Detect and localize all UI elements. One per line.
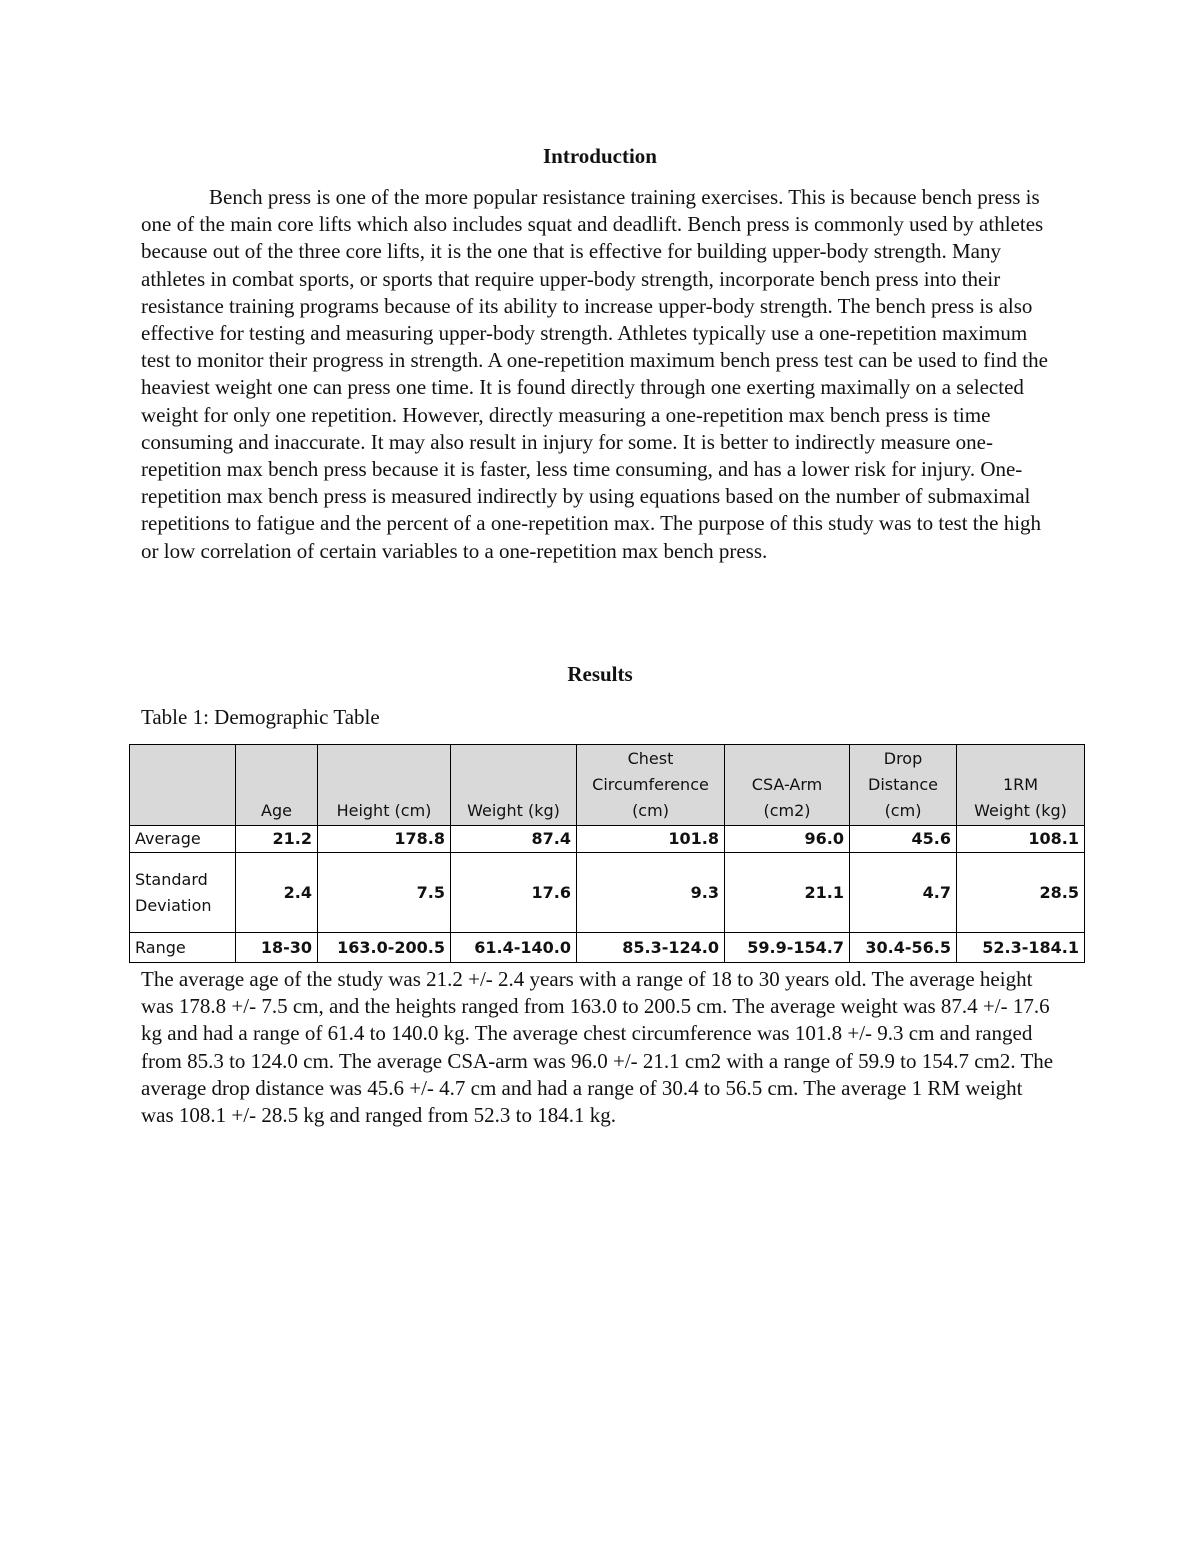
header-1rm-line-1: 1RM bbox=[1002, 775, 1039, 794]
table-caption: Table 1: Demographic Table bbox=[141, 705, 380, 729]
table-cell: 87.4 bbox=[451, 826, 577, 853]
header-chest-line-3: (cm) bbox=[632, 801, 669, 820]
header-height-line: Height (cm) bbox=[336, 801, 432, 820]
table-cell: 21.1 bbox=[725, 853, 850, 933]
results-heading: Results bbox=[567, 662, 633, 686]
header-age-line: Age bbox=[261, 801, 292, 820]
table-cell: 18-30 bbox=[236, 933, 318, 963]
header-1rm-line-2: Weight (kg) bbox=[974, 801, 1067, 820]
header-drop-line-2: Distance bbox=[868, 775, 938, 794]
table-cell: 28.5 bbox=[957, 853, 1085, 933]
demographic-table-container bbox=[129, 744, 1084, 963]
table-row-average bbox=[130, 826, 1085, 853]
header-1rm-weight bbox=[957, 745, 1085, 826]
introduction-heading: Introduction bbox=[543, 144, 657, 168]
table-cell: 178.8 bbox=[318, 826, 451, 853]
table-cell: 101.8 bbox=[577, 826, 725, 853]
table-cell: 52.3-184.1 bbox=[957, 933, 1085, 963]
table-cell: 17.6 bbox=[451, 853, 577, 933]
header-drop-line-3: (cm) bbox=[884, 801, 922, 820]
row-label: Range bbox=[130, 933, 236, 963]
table-cell: 4.7 bbox=[850, 853, 957, 933]
table-cell: 163.0-200.5 bbox=[318, 933, 451, 963]
table-cell: 96.0 bbox=[725, 826, 850, 853]
table-cell: 85.3-124.0 bbox=[577, 933, 725, 963]
table-cell: 2.4 bbox=[236, 853, 318, 933]
header-chest-line-2: Circumference bbox=[592, 775, 709, 794]
row-label: Standard Deviation bbox=[130, 853, 236, 933]
header-age bbox=[236, 745, 318, 826]
table-cell: 9.3 bbox=[577, 853, 725, 933]
header-weight bbox=[451, 745, 577, 826]
header-height bbox=[318, 745, 451, 826]
introduction-paragraph: Bench press is one of the more popular resistance training exercises. This is because bench press is one of the main core lifts which also includes squat and deadlift. Bench press is commonly used by athletes because out of the three core lifts, it is the one that is effective for building upper-body strength. Many athletes in combat sports, or sports that require upper-body strength, incorporate bench press into their resistance training programs because of its ability to increase upper-body strength. The bench press is also effective for testing and measuring upper-body strength. Athletes typically use a one-repetition maximum test to monitor their progress in strength. A one-repetition maximum bench press test can be used to find the heaviest weight one can press one time. It is found directly through one exerting maximally on a selected weight for only one repetition. However, directly measuring a one-repetition max bench press is time consuming and inaccurate. It may also result in injury for some. It is better to indirectly measure one-repetition max bench press because it is faster, less time consuming, and has a lower risk for injury. One-repetition max bench press is measured indirectly by using equations based on the number of submaximal repetitions to fatigue and the percent of a one-repetition max. The purpose of this study was to test the high or low correlation of certain variables to a one-repetition max bench press. bbox=[141, 185, 1048, 563]
table-cell: 59.9-154.7 bbox=[725, 933, 850, 963]
header-blank-cell bbox=[130, 745, 236, 826]
table-cell: 108.1 bbox=[957, 826, 1085, 853]
header-chest-circumference bbox=[577, 745, 725, 826]
table-cell: 21.2 bbox=[236, 826, 318, 853]
demographic-table bbox=[129, 744, 1085, 963]
table-cell: 7.5 bbox=[318, 853, 451, 933]
header-drop-line-1: Drop bbox=[883, 749, 923, 768]
table-header-row bbox=[130, 745, 1085, 826]
table-row-range bbox=[130, 933, 1085, 963]
header-chest-line-1: Chest bbox=[627, 749, 674, 768]
table-cell: 61.4-140.0 bbox=[451, 933, 577, 963]
results-paragraph: The average age of the study was 21.2 +/- 2.4 years with a range of 18 to 30 years old. The average height was 178.8 +/- 7.5 cm, and the heights ranged from 163.0 to 200.5 cm. The average weight was 87.4 +/- 17.6 kg and had a range of 61.4 to 140.0 kg. The average chest circumference was 101.8 +/- 9.3 cm and ranged from 85.3 to 124.0 cm. The average CSA-arm was 96.0 +/- 21.1 cm2 with a range of 59.9 to 154.7 cm2. The average drop distance was 45.6 +/- 4.7 cm and had a range of 30.4 to 56.5 cm. The average 1 RM weight was 108.1 +/- 28.5 kg and ranged from 52.3 to 184.1 kg. bbox=[141, 967, 1054, 1128]
table-row-standard-deviation bbox=[130, 853, 1085, 933]
header-weight-line: Weight (kg) bbox=[467, 801, 560, 820]
header-drop-distance bbox=[850, 745, 957, 826]
header-csa-line-2: (cm2) bbox=[763, 801, 811, 820]
row-label: Average bbox=[130, 826, 236, 853]
header-csa-line-1: CSA-Arm bbox=[751, 775, 823, 794]
table-cell: 30.4-56.5 bbox=[850, 933, 957, 963]
table-cell: 45.6 bbox=[850, 826, 957, 853]
header-csa-arm bbox=[725, 745, 850, 826]
